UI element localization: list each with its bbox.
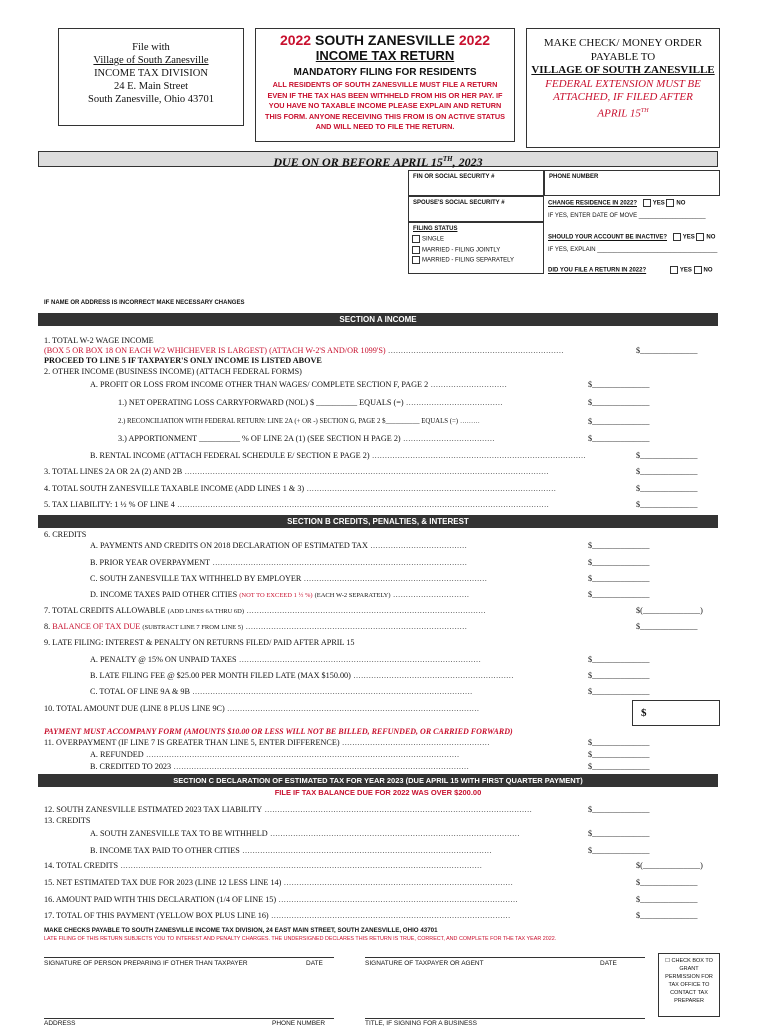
line-6d-tail: (EACH W-2 SEPARATELY) xyxy=(314,592,391,599)
filing-status-label: FILING STATUS xyxy=(413,226,458,232)
line-11a-amount[interactable]: $______________ xyxy=(588,750,650,759)
division-name: INCOME TAX DIVISION xyxy=(94,68,208,79)
payable-to-box xyxy=(526,28,720,148)
line-2-label: 2. OTHER INCOME (BUSINESS INCOME) (ATTACH FEDERAL FORMS) xyxy=(44,367,302,376)
payee-name: VILLAGE OF SOUTH ZANESVILLE xyxy=(531,64,715,76)
line-9b-text: B. LATE FILING FEE @ $25.00 PER MONTH FILED LATE (MAX $150.00) xyxy=(90,671,351,680)
line-13a-text: A. SOUTH ZANESVILLE TAX TO BE WITHHELD xyxy=(90,829,268,838)
change-residence-label: CHANGE RESIDENCE IN 2022? xyxy=(548,200,638,207)
extension-note-sup: TH xyxy=(640,107,649,114)
spouse-label: SPOUSE'S SOCIAL SECURITY # xyxy=(413,200,505,206)
line-9a-label: A. PENALTY @ 15% ON UNPAID TAXES ............................................................................................... xyxy=(90,655,482,664)
line-2a-text: A. PROFIT OR LOSS FROM INCOME OTHER THAN WAGES/ COMPLETE SECTION F, PAGE 2 xyxy=(90,380,429,389)
line-6d-red: (NOT TO EXCEED 1 ½ %) xyxy=(239,592,313,599)
change-residence-question xyxy=(548,199,685,208)
preparer-signature-line[interactable] xyxy=(44,957,334,958)
street-address: 24 E. Main Street xyxy=(113,81,189,92)
make-check-label: MAKE CHECK/ MONEY ORDER xyxy=(543,37,703,49)
yes-label: YES xyxy=(679,267,692,274)
line-12-text: 12. SOUTH ZANESVILLE ESTIMATED 2023 TAX LIABILITY xyxy=(44,805,263,814)
line-17-text: 17. TOTAL OF THIS PAYMENT (YELLOW BOX PLUS LINE 16) xyxy=(44,911,269,920)
fin-field[interactable] xyxy=(408,170,544,196)
phone-field[interactable] xyxy=(544,170,720,196)
line-13b-text: B. INCOME TAX PAID TO OTHER CITIES xyxy=(90,846,240,855)
line-11-amount[interactable]: $______________ xyxy=(588,738,650,747)
line-4-label: 4. TOTAL SOUTH ZANESVILLE TAXABLE INCOME (ADD LINES 1 & 3) .................................................................................................. xyxy=(44,484,557,493)
section-a-header: SECTION A INCOME xyxy=(38,313,718,326)
line-6d-amount[interactable]: $______________ xyxy=(588,590,650,599)
preparer-date-label: DATE xyxy=(306,960,323,967)
inactive-label: SHOULD YOUR ACCOUNT BE INACTIVE? xyxy=(548,234,668,241)
no-label: NO xyxy=(706,234,716,241)
line-6c-label: C. SOUTH ZANESVILLE TAX WITHHELD BY EMPLOYER ........................................................................ xyxy=(90,574,488,583)
line-13b-amount[interactable]: $______________ xyxy=(588,846,650,855)
grant-permission-text: ☐ CHECK BOX TO GRANT PERMISSION FOR TAX OFFICE TO CONTACT TAX PREPARER xyxy=(665,958,713,1004)
title-label: TITLE, IF SIGNING FOR A BUSINESS xyxy=(365,1020,477,1027)
line-2a3-text: 3.) APPORTIONMENT __________ % OF LINE 2A (1) (SEE SECTION H PAGE 2) xyxy=(118,434,401,443)
line-2a-label: A. PROFIT OR LOSS FROM INCOME OTHER THAN WAGES/ COMPLETE SECTION F, PAGE 2 .............................. xyxy=(90,380,508,389)
yes-label: YES xyxy=(682,234,695,241)
line-6c-text: C. SOUTH ZANESVILLE TAX WITHHELD BY EMPLOYER xyxy=(90,574,302,583)
due-date-banner xyxy=(38,151,718,167)
fin-label: FIN OR SOCIAL SECURITY # xyxy=(413,174,495,180)
taxpayer-address-box xyxy=(58,28,244,126)
year-right: 2022 xyxy=(458,32,491,48)
line-10-text: 10. TOTAL AMOUNT DUE (LINE 8 PLUS LINE 9C) xyxy=(44,704,225,713)
line-2b-amount[interactable]: $______________ xyxy=(636,451,698,460)
spouse-ssn-field[interactable] xyxy=(408,196,544,222)
due-date-sup: TH xyxy=(442,155,453,163)
line-2a1-amount[interactable]: $______________ xyxy=(588,398,650,407)
line-16-label: 16. AMOUNT PAID WITH THIS DECLARATION (1/4 OF LINE 15) .............................................................................................. xyxy=(44,895,519,904)
line-5-text: 5. TAX LIABILITY: 1 ½ % OF LINE 4 xyxy=(44,500,175,509)
line-9-label: 9. LATE FILING: INTEREST & PENALTY ON RETURNS FILED/ PAID AFTER APRIL 15 xyxy=(44,638,355,647)
line-5-label: 5. TAX LIABILITY: 1 ½ % OF LINE 4 .................................................................................................................................................. xyxy=(44,500,550,509)
line-12-amount[interactable]: $______________ xyxy=(588,805,650,814)
mfs-label: MARRIED - FILING SEPARATELY xyxy=(422,257,515,264)
line-8-num: 8. xyxy=(44,622,51,631)
incorrect-address-note: IF NAME OR ADDRESS IS INCORRECT MAKE NECESSARY CHANGES xyxy=(44,300,245,306)
mfs-checkbox[interactable] xyxy=(412,256,420,264)
mfj-checkbox[interactable] xyxy=(412,246,420,254)
extension-note-1: FEDERAL EXTENSION MUST BE xyxy=(545,77,701,90)
line-7-text: 7. TOTAL CREDITS ALLOWABLE xyxy=(44,606,166,615)
line-11-label: 11. OVERPAYMENT (IF LINE 7 IS GREATER THAN LINE 5, ENTER DIFFERENCE) .......................................................... xyxy=(44,738,490,747)
taxpayer-signature-label: SIGNATURE OF TAXPAYER OR AGENT xyxy=(365,960,484,967)
line-2b-text: B. RENTAL INCOME (ATTACH FEDERAL SCHEDULE E/ SECTION E PAGE 2) xyxy=(90,451,370,460)
no-label: NO xyxy=(703,267,713,274)
line-12-label: 12. SOUTH ZANESVILLE ESTIMATED 2023 TAX LIABILITY ......................................................................................................... xyxy=(44,805,533,814)
line-7-tail: (ADD LINES 6A THRU 6D) xyxy=(167,608,245,615)
line-6a-label: A. PAYMENTS AND CREDITS ON 2018 DECLARATION OF ESTIMATED TAX ...................................... xyxy=(90,541,468,550)
line-2a2-text: 2.) RECONCILIATION WITH FEDERAL RETURN: LINE 2A (+ OR -) SECTION G, PAGE 2 $__________ EQUALS (=) xyxy=(118,418,459,425)
line-2a-amount[interactable]: $______________ xyxy=(588,380,650,389)
line-8-red: BALANCE OF TAX DUE xyxy=(52,622,141,631)
year-left: 2022 xyxy=(279,32,312,48)
late-filing-note: LATE FILING OF THIS RETURN SUBJECTS YOU TO INTEREST AND PENALTY CHARGES. THE UNDERSIGNED DECLARES THIS RETURN IS TRUE, CORRECT, AND COMPLETE FOR THE TAX YEAR 2022. xyxy=(44,936,557,942)
line-9c-text: C. TOTAL OF LINE 9A & 9B xyxy=(90,687,190,696)
make-checks-note: MAKE CHECKS PAYABLE TO SOUTH ZANESVILLE INCOME TAX DIVISION, 24 EAST MAIN STREET, SOUTH ZANESVILLE, OHIO 43701 xyxy=(44,927,438,934)
line-6b-text: B. PRIOR YEAR OVERPAYMENT xyxy=(90,558,211,567)
line-9c-amount[interactable]: $______________ xyxy=(588,687,650,696)
line-11-text: 11. OVERPAYMENT (IF LINE 7 IS GREATER THAN LINE 5, ENTER DIFFERENCE) xyxy=(44,738,340,747)
section-b-header: SECTION B CREDITS, PENALTIES, & INTEREST xyxy=(38,515,718,528)
did-file-question xyxy=(548,266,713,275)
move-date-field[interactable]: IF YES, ENTER DATE OF MOVE ____________________ xyxy=(548,213,706,219)
line-1-instructions-text: (BOX 5 OR BOX 18 ON EACH W2 WHICHEVER IS LARGEST) (ATTACH W-2'S AND/OR 1099'S) xyxy=(44,346,386,355)
village-name: Village of South Zanesville xyxy=(93,55,209,66)
line-11b-amount[interactable]: $______________ xyxy=(588,762,650,771)
line-6b-amount[interactable]: $______________ xyxy=(588,558,650,567)
address-label: ADDRESS xyxy=(44,1020,76,1027)
address-line[interactable] xyxy=(44,1018,334,1019)
due-date-text: DUE ON OR BEFORE APRIL 15 xyxy=(273,155,443,169)
phone-label: PHONE NUMBER xyxy=(549,174,599,180)
line-6d-label: D. INCOME TAXES PAID OTHER CITIES (NOT TO EXCEED 1 ½ %) (EACH W-2 SEPARATELY) .............................. xyxy=(90,590,470,599)
line-17-label: 17. TOTAL OF THIS PAYMENT (YELLOW BOX PLUS LINE 16) .............................................................................................. xyxy=(44,911,511,920)
line-1-instructions: (BOX 5 OR BOX 18 ON EACH W2 WHICHEVER IS LARGEST) (ATTACH W-2'S AND/OR 1099'S) ..................................................................... xyxy=(44,346,564,355)
line-6b-label: B. PRIOR YEAR OVERPAYMENT .................................................................................................... xyxy=(90,558,468,567)
inactive-question xyxy=(548,233,715,242)
line-10-dollar: $ xyxy=(641,707,647,719)
line-2a2-amount[interactable]: $______________ xyxy=(588,417,650,426)
line-6a-text: A. PAYMENTS AND CREDITS ON 2018 DECLARATION OF ESTIMATED TAX xyxy=(90,541,368,550)
line-3-label: 3. TOTAL LINES 2A OR 2A (2) AND 2B ............................................................................................................................................... xyxy=(44,467,549,476)
form-title: INCOME TAX RETURN xyxy=(315,48,455,63)
line-2a1-label: 1.) NET OPERATING LOSS CARRYFORWARD (NOL) $ __________ EQUALS (=) ...................................... xyxy=(118,398,503,407)
line-9b-label: B. LATE FILING FEE @ $25.00 PER MONTH FILED LATE (MAX $150.00) ............................................................... xyxy=(90,671,514,680)
line-7-label: 7. TOTAL CREDITS ALLOWABLE (ADD LINES 6A THRU 6D) .............................................................................................. xyxy=(44,606,486,615)
line-4-amount[interactable]: $______________ xyxy=(636,484,698,493)
due-date-year: , 2023 xyxy=(452,155,483,169)
preparer-signature-label: SIGNATURE OF PERSON PREPARING IF OTHER THAN TAXPAYER xyxy=(44,960,248,967)
line-1-label: 1. TOTAL W-2 WAGE INCOME xyxy=(44,336,154,345)
line-15-label: 15. NET ESTIMATED TAX DUE FOR 2023 (LINE 12 LESS LINE 14) .......................................................................................... xyxy=(44,878,514,887)
line-11a-label: A. REFUNDED ........................................................................................................................... xyxy=(90,750,460,759)
line-5-amount[interactable]: $______________ xyxy=(636,500,698,509)
line-7-amount[interactable]: $(______________) xyxy=(636,606,703,615)
line-16-text: 16. AMOUNT PAID WITH THIS DECLARATION (1/4 OF LINE 15) xyxy=(44,895,277,904)
phone-number-label: PHONE NUMBER xyxy=(272,1020,326,1027)
line-6d-text: D. INCOME TAXES PAID OTHER CITIES xyxy=(90,590,238,599)
line-11b-label: B. CREDITED TO 2023 .................................................................................................................... xyxy=(90,762,470,771)
line-1-amount[interactable]: $______________ xyxy=(636,346,698,355)
mandatory-filing: MANDATORY FILING FOR RESIDENTS xyxy=(293,67,477,78)
line-10-label: 10. TOTAL AMOUNT DUE (LINE 8 PLUS LINE 9C) ................................................................................................... xyxy=(44,704,480,713)
line-4-text: 4. TOTAL SOUTH ZANESVILLE TAXABLE INCOME (ADD LINES 1 & 3) xyxy=(44,484,305,493)
form-title-city: SOUTH ZANESVILLE xyxy=(314,32,455,48)
line-3-amount[interactable]: $______________ xyxy=(636,467,698,476)
line-15-text: 15. NET ESTIMATED TAX DUE FOR 2023 (LINE 12 LESS LINE 14) xyxy=(44,878,282,887)
taxpayer-signature-line[interactable] xyxy=(365,957,645,958)
line-13a-amount[interactable]: $______________ xyxy=(588,829,650,838)
line-14-text: 14. TOTAL CREDITS xyxy=(44,861,119,870)
mfj-label: MARRIED - FILING JOINTLY xyxy=(422,247,501,254)
line-9a-text: A. PENALTY @ 15% ON UNPAID TAXES xyxy=(90,655,237,664)
line-13b-label: B. INCOME TAX PAID TO OTHER CITIES .................................................................................................. xyxy=(90,846,492,855)
inactive-yes-checkbox[interactable] xyxy=(673,233,681,241)
city-state-zip: South Zanesville, Ohio 43701 xyxy=(88,94,214,105)
line-8-amount[interactable]: $______________ xyxy=(636,622,698,631)
line-3-text: 3. TOTAL LINES 2A OR 2A (2) AND 2B xyxy=(44,467,183,476)
line-6a-amount[interactable]: $______________ xyxy=(588,541,650,550)
line-15-amount[interactable]: $______________ xyxy=(636,878,698,887)
taxpayer-date-label: DATE xyxy=(600,960,617,967)
did-file-yes-checkbox[interactable] xyxy=(670,266,678,274)
payable-to-label: PAYABLE TO xyxy=(590,50,656,63)
line-8-label: 8. BALANCE OF TAX DUE (SUBTRACT LINE 7 FROM LINE 5) ....................................................................................... xyxy=(44,622,468,631)
line-16-amount[interactable]: $______________ xyxy=(636,895,698,904)
filing-status-box xyxy=(408,222,544,274)
line-14-label: 14. TOTAL CREDITS .............................................................................................................................................. xyxy=(44,861,483,870)
line-10-amount-box[interactable] xyxy=(632,700,720,726)
line-2a1-text: 1.) NET OPERATING LOSS CARRYFORWARD (NOL) $ __________ EQUALS (=) xyxy=(118,398,404,407)
yes-label: YES xyxy=(652,200,665,207)
line-6-label: 6. CREDITS xyxy=(44,530,87,539)
line-14-amount[interactable]: $(______________) xyxy=(636,861,703,870)
line-2a3-amount[interactable]: $______________ xyxy=(588,434,650,443)
change-residence-yes-checkbox[interactable] xyxy=(643,199,651,207)
line-13a-label: A. SOUTH ZANESVILLE TAX TO BE WITHHELD .................................................................................................. xyxy=(90,829,520,838)
inactive-no-checkbox[interactable] xyxy=(696,233,704,241)
section-c-header: SECTION C DECLARATION OF ESTIMATED TAX FOR YEAR 2023 (DUE APRIL 15 WITH FIRST QUARTER PAYMENT) xyxy=(38,774,718,787)
line-17-amount[interactable]: $______________ xyxy=(636,911,698,920)
line-9c-label: C. TOTAL OF LINE 9A & 9B .............................................................................................................. xyxy=(90,687,473,696)
change-residence-no-checkbox[interactable] xyxy=(666,199,674,207)
file-with-label: File with xyxy=(132,42,170,53)
line-2b-label: B. RENTAL INCOME (ATTACH FEDERAL SCHEDULE E/ SECTION E PAGE 2) .................................................................................... xyxy=(90,451,587,460)
line-11b-text: B. CREDITED TO 2023 xyxy=(90,762,172,771)
title-line[interactable] xyxy=(365,1018,645,1019)
line-1-proceed-note: PROCEED TO LINE 5 IF TAXPAYER'S ONLY INCOME IS LISTED ABOVE xyxy=(44,356,322,365)
line-9b-amount[interactable]: $______________ xyxy=(588,671,650,680)
single-checkbox[interactable] xyxy=(412,235,420,243)
did-file-label: DID YOU FILE A RETURN IN 2022? xyxy=(548,267,647,274)
grant-permission-box[interactable] xyxy=(658,953,720,1017)
line-2a3-label: 3.) APPORTIONMENT __________ % OF LINE 2A (1) (SEE SECTION H PAGE 2) .................................... xyxy=(118,434,495,443)
line-2a2-label: 2.) RECONCILIATION WITH FEDERAL RETURN: LINE 2A (+ OR -) SECTION G, PAGE 2 $__________ EQUALS (=) ......... xyxy=(118,418,481,425)
line-11a-text: A. REFUNDED xyxy=(90,750,144,759)
line-6c-amount[interactable]: $______________ xyxy=(588,574,650,583)
did-file-no-checkbox[interactable] xyxy=(694,266,702,274)
extension-note-3: APRIL 15 xyxy=(597,107,641,120)
line-13-label: 13. CREDITS xyxy=(44,816,91,825)
line-8-tail: (SUBTRACT LINE 7 FROM LINE 5) xyxy=(142,624,244,631)
resident-notice: ALL RESIDENTS OF SOUTH ZANESVILLE MUST FILE A RETURN EVEN IF THE TAX HAS BEEN WITHHELD FROM HIS OR HER PAY. IF YOU HAVE NO TAXABLE INCOME PLEASE EXPLAIN AND RETURN THIS FORM. ANYONE RECEIVING THIS FROM IS ON ACTIVE STATUS AND WILL NEED TO FILE THE RETURN. xyxy=(265,80,505,131)
extension-note-2: ATTACHED, IF FILED AFTER xyxy=(553,91,693,103)
section-c-subtitle: FILE IF TAX BALANCE DUE FOR 2022 WAS OVER $200.00 xyxy=(274,788,482,797)
form-title-box xyxy=(255,28,515,142)
line-9a-amount[interactable]: $______________ xyxy=(588,655,650,664)
payment-note: PAYMENT MUST ACCOMPANY FORM (AMOUNTS $10.00 OR LESS WILL NOT BE BILLED, REFUNDED, OR CARRIED FORWARD) xyxy=(44,727,513,736)
single-label: SINGLE xyxy=(422,236,445,243)
explain-field[interactable]: IF YES, EXPLAIN ____________________________________ xyxy=(548,247,718,253)
no-label: NO xyxy=(676,200,686,207)
